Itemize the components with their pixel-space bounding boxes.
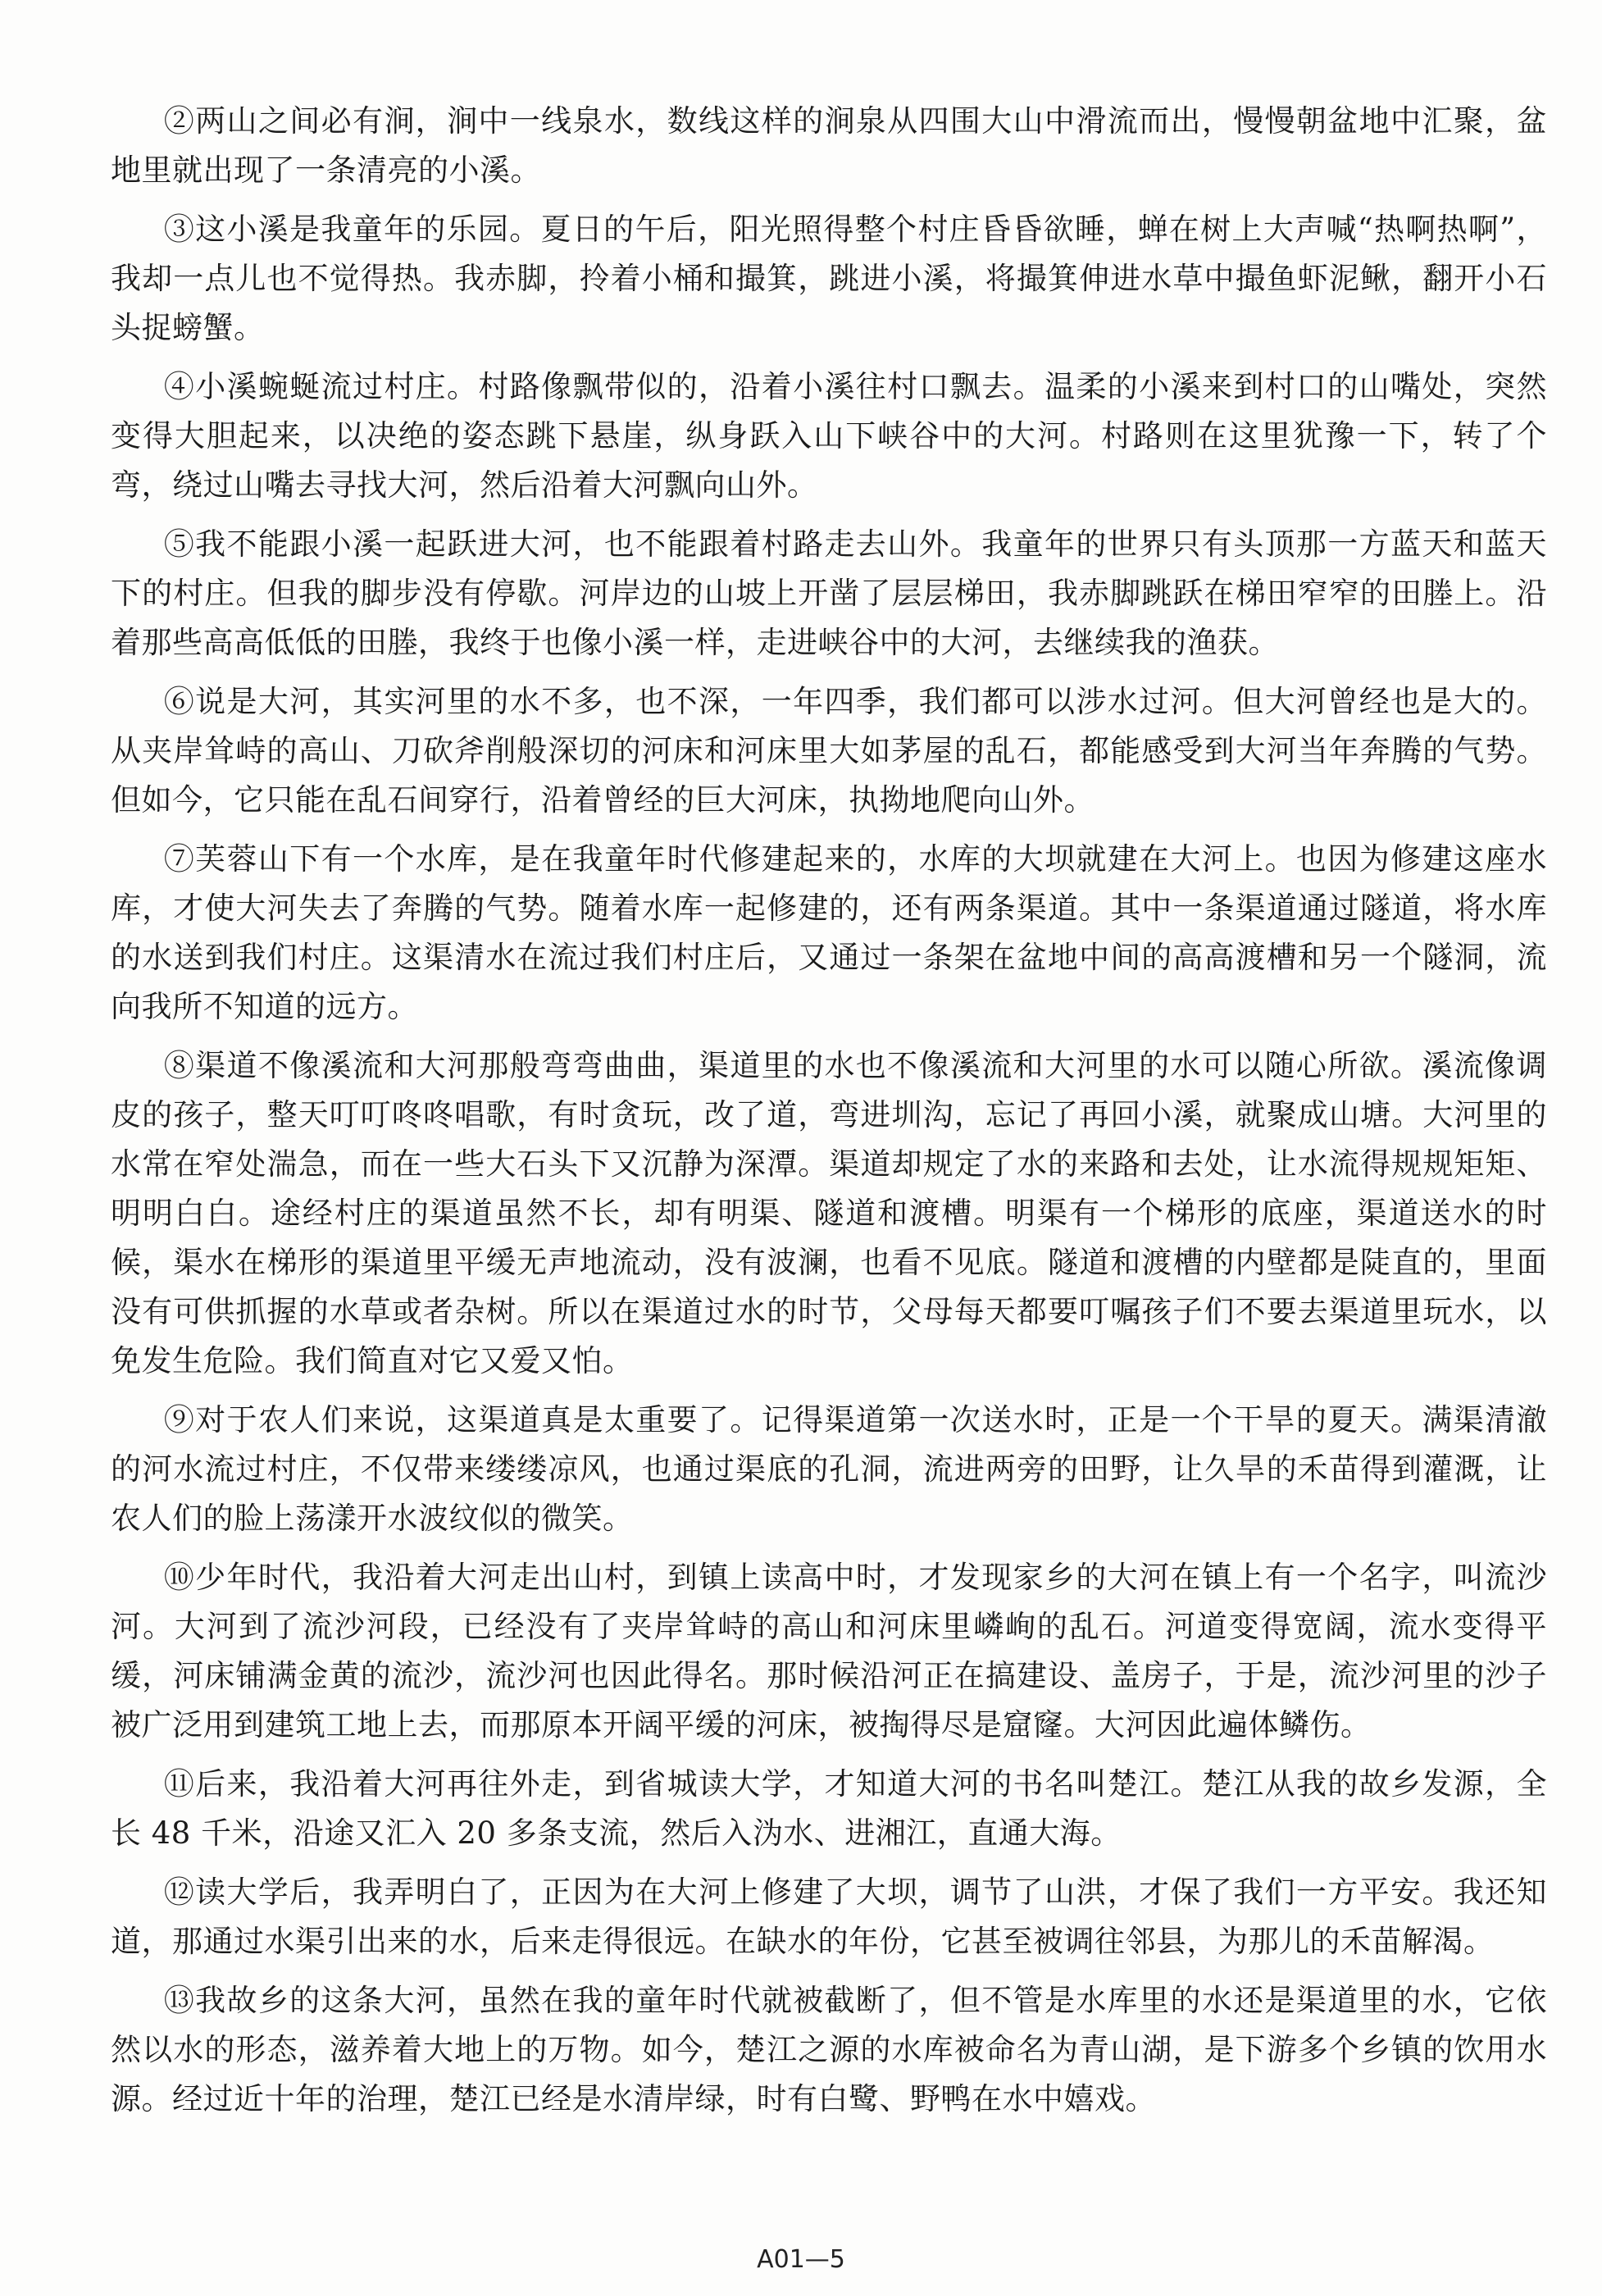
paragraph-8: ⑧渠道不像溪流和大河那般弯弯曲曲，渠道里的水也不像溪流和大河里的水可以随心所欲。溪流像调皮的孩子，整天叮叮咚咚唱歌，有时贪玩，改了道，弯进圳沟，忘记了再回小溪，就聚成山塘。大河里的水常在窄处湍急，而在一些大石头下又沉静为深潭。渠道却规定了水的来路和去处，让水流得规规矩矩、明明白白。途经村庄的渠道虽然不长，却有明渠、隧道和渡槽。明渠有一个梯形的底座，渠道送水的时候，渠水在梯形的渠道里平缓无声地流动，没有波澜，也看不见底。隧道和渡槽的内壁都是陡直的，里面没有可供抓握的水草或者杂树。所以在渠道过水的时节，父母每天都要叮嘱孩子们不要去渠道里玩水，以免发生危险。我们简直对它又爱又怕。 xyxy=(111,1048,1547,1378)
paragraph-11: ⑪后来，我沿着大河再往外走，到省城读大学，才知道大河的书名叫楚江。楚江从我的故乡发源，全长 48 千米，沿途又汇入 20 多条支流，然后入沩水、进湘江，直通大海。 xyxy=(111,1766,1547,1851)
article-body xyxy=(111,97,1547,2134)
paragraph-5: ⑤我不能跟小溪一起跃进大河，也不能跟着村路走去山外。我童年的世界只有头顶那一方蓝天和蓝天下的村庄。但我的脚步没有停歇。河岸边的山坡上开凿了层层梯田，我赤脚跳跃在梯田窄窄的田塍上。沿着那些高高低低的田塍，我终于也像小溪一样，走进峡谷中的大河，去继续我的渔获。 xyxy=(111,526,1547,660)
paragraph-10: ⑩少年时代，我沿着大河走出山村，到镇上读高中时，才发现家乡的大河在镇上有一个名字，叫流沙河。大河到了流沙河段，已经没有了夹岸耸峙的高山和河床里嶙峋的乱石。河道变得宽阔，流水变得平缓，河床铺满金黄的流沙，流沙河也因此得名。那时候沿河正在搞建设、盖房子，于是，流沙河里的沙子被广泛用到建筑工地上去，而那原本开阔平缓的河床，被掏得尽是窟窿。大河因此遍体鳞伤。 xyxy=(111,1560,1547,1742)
page-number: A01—5 xyxy=(757,2245,845,2274)
paragraph-9: ⑨对于农人们来说，这渠道真是太重要了。记得渠道第一次送水时，正是一个干旱的夏天。满渠清澈的河水流过村庄，不仅带来缕缕凉风，也通过渠底的孔洞，流进两旁的田野，让久旱的禾苗得到灌溉，让农人们的脸上荡漾开水波纹似的微笑。 xyxy=(111,1402,1547,1536)
paragraph-6: ⑥说是大河，其实河里的水不多，也不深，一年四季，我们都可以涉水过河。但大河曾经也是大的。从夹岸耸峙的高山、刀砍斧削般深切的河床和河床里大如茅屋的乱石，都能感受到大河当年奔腾的气势。但如今，它只能在乱石间穿行，沿着曾经的巨大河床，执拗地爬向山外。 xyxy=(111,684,1547,818)
paragraph-2: ②两山之间必有涧，涧中一线泉水，数线这样的涧泉从四围大山中滑流而出，慢慢朝盆地中汇聚，盆地里就出现了一条清亮的小溪。 xyxy=(111,103,1547,188)
paragraph-4: ④小溪蜿蜒流过村庄。村路像飘带似的，沿着小溪往村口飘去。温柔的小溪来到村口的山嘴处，突然变得大胆起来，以决绝的姿态跳下悬崖，纵身跃入山下峡谷中的大河。村路则在这里犹豫一下，转了个弯，绕过山嘴去寻找大河，然后沿着大河飘向山外。 xyxy=(111,369,1547,503)
paragraph-7: ⑦芙蓉山下有一个水库，是在我童年时代修建起来的，水库的大坝就建在大河上。也因为修建这座水库，才使大河失去了奔腾的气势。随着水库一起修建的，还有两条渠道。其中一条渠道通过隧道，将水库的水送到我们村庄。这渠清水在流过我们村庄后，又通过一条架在盆地中间的高高渡槽和另一个隧洞，流向我所不知道的远方。 xyxy=(111,841,1547,1024)
paragraph-12: ⑫读大学后，我弄明白了，正因为在大河上修建了大坝，调节了山洪，才保了我们一方平安。我还知道，那通过水渠引出来的水，后来走得很远。在缺水的年份，它甚至被调往邻县，为那儿的禾苗解渴。 xyxy=(111,1875,1547,1959)
paragraph-3: ③这小溪是我童年的乐园。夏日的午后，阳光照得整个村庄昏昏欲睡，蝉在树上大声喊“热啊热啊”，我却一点儿也不觉得热。我赤脚，拎着小桶和撮箕，跳进小溪，将撮箕伸进水草中撮鱼虾泥鳅，翻开小石头捉螃蟹。 xyxy=(111,212,1547,345)
paragraph-13: ⑬我故乡的这条大河，虽然在我的童年时代就被截断了，但不管是水库里的水还是渠道里的水，它依然以水的形态，滋养着大地上的万物。如今，楚江之源的水库被命名为青山湖，是下游多个乡镇的饮用水源。经过近十年的治理，楚江已经是水清岸绿，时有白鹭、野鸭在水中嬉戏。 xyxy=(111,1983,1547,2116)
